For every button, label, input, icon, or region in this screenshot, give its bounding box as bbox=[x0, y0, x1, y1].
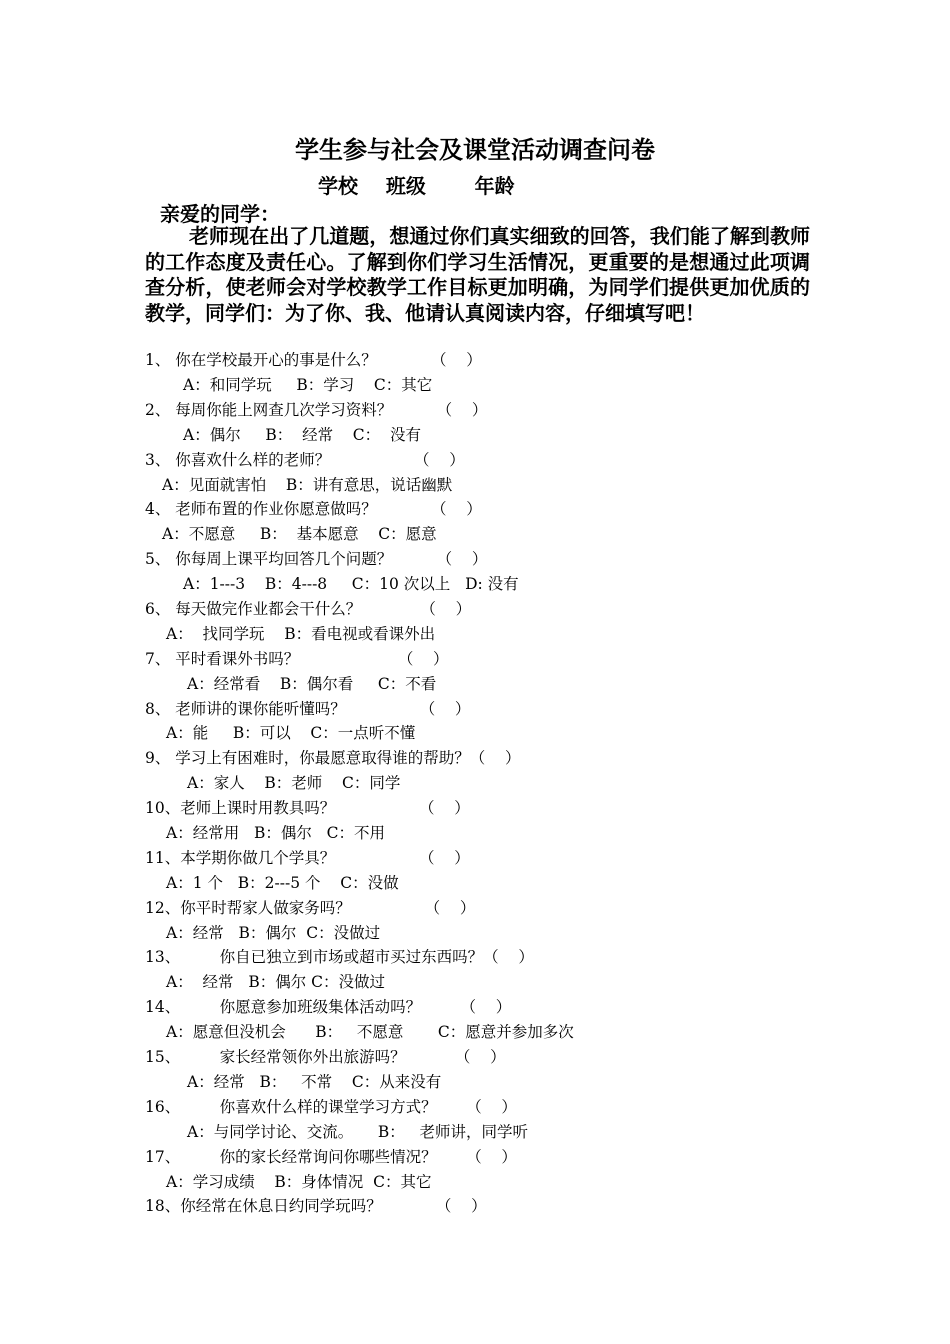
question-18: 18、你经常在休息日约同学玩吗？ （ ） bbox=[145, 1197, 487, 1215]
question-3: 3、 你喜欢什么样的老师？ （ ） bbox=[145, 451, 465, 469]
question-10: 10、老师上课时用教具吗？ （ ） bbox=[145, 799, 470, 817]
options-16: A：与同学讨论、交流。 B： 老师讲，同学听 bbox=[187, 1123, 529, 1141]
question-8: 8、 老师讲的课你能听懂吗？ （ ） bbox=[145, 700, 471, 718]
question-12: 12、你平时帮家人做家务吗？ （ ） bbox=[145, 899, 476, 917]
options-7: A：经常看 B：偶尔看 C：不看 bbox=[187, 675, 437, 693]
options-13: A： 经常 B：偶尔 C：没做过 bbox=[166, 973, 386, 991]
options-5: A：1---3 B：4---8 C：10 次以上 D: 没有 bbox=[183, 575, 519, 593]
question-1: 1、 你在学校最开心的事是什么？ （ ） bbox=[145, 351, 482, 369]
options-10: A：经常用 B：偶尔 C：不用 bbox=[166, 824, 386, 842]
question-4: 4、 老师布置的作业你愿意做吗？ （ ） bbox=[145, 500, 482, 518]
options-8: A：能 B：可以 C：一点听不懂 bbox=[166, 724, 416, 742]
question-9: 9、 学习上有困难时，你最愿意取得谁的帮助？（ ） bbox=[145, 749, 521, 767]
options-6: A： 找同学玩 B：看电视或看课外出 bbox=[166, 625, 436, 643]
question-13: 13、 你自已独立到市场或超市买过东西吗？（ ） bbox=[145, 948, 534, 966]
question-16: 16、 你喜欢什么样的课堂学习方式？ （ ） bbox=[145, 1098, 517, 1116]
options-1: A：和同学玩 B：学习 C：其它 bbox=[183, 376, 433, 394]
intro-paragraph: 老师现在出了几道题，想通过你们真实细致的回答，我们能了解到教师的工作态度及责任心。了解到你们学习生活情况，更重要的是想通过此项调查分析，使老师会对学校教学工作目标更加明确，为同学们提供更加优质的教学，同学们：为了你、我、他请认真阅读内容，仔细填写吧！ bbox=[145, 224, 810, 325]
question-11: 11、本学期你做几个学具？ （ ） bbox=[145, 849, 470, 867]
options-17: A：学习成绩 B：身体情况 C：其它 bbox=[166, 1173, 432, 1191]
question-2: 2、 每周你能上网查几次学习资料？ （ ） bbox=[145, 401, 488, 419]
greeting: 亲爱的同学： bbox=[160, 202, 280, 226]
options-9: A：家人 B：老师 C：同学 bbox=[187, 774, 401, 792]
question-5: 5、 你每周上课平均回答几个问题？ （ ） bbox=[145, 550, 488, 568]
question-15: 15、 家长经常领你外出旅游吗？ （ ） bbox=[145, 1048, 506, 1066]
question-14: 14、 你愿意参加班级集体活动吗？ （ ） bbox=[145, 998, 512, 1016]
options-12: A：经常 B：偶尔 C：没做过 bbox=[166, 924, 381, 942]
page-title: 学生参与社会及课堂活动调查问卷 bbox=[295, 135, 655, 164]
options-14: A：愿意但没机会 B： 不愿意 C：愿意并参加多次 bbox=[166, 1023, 574, 1041]
options-11: A：1 个 B：2---5 个 C：没做 bbox=[166, 874, 399, 892]
options-2: A：偶尔 B： 经常 C： 没有 bbox=[183, 426, 421, 444]
question-17: 17、 你的家长经常询问你哪些情况？ （ ） bbox=[145, 1148, 517, 1166]
question-6: 6、 每天做完作业都会干什么？ （ ） bbox=[145, 600, 472, 618]
options-3: A：见面就害怕 B：讲有意思，说话幽默 bbox=[162, 476, 453, 494]
question-7: 7、 平时看课外书吗？ （ ） bbox=[145, 650, 449, 668]
options-4: A：不愿意 B： 基本愿意 C：愿意 bbox=[162, 525, 437, 543]
options-15: A：经常 B： 不常 C：从来没有 bbox=[187, 1073, 442, 1091]
school-class-age-line: 学校 班级 年龄 bbox=[318, 174, 515, 198]
